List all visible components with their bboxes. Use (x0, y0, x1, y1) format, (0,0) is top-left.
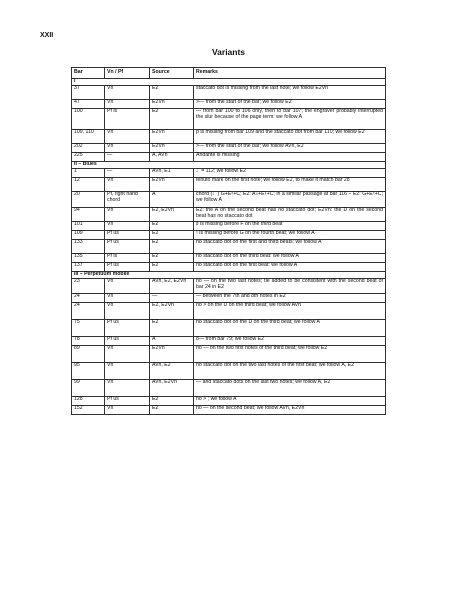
source-cell: E2Vn (150, 100, 194, 109)
part-cell: Vn (105, 86, 150, 100)
section-title: II – Blues (72, 162, 386, 169)
bar-cell: 12 (72, 178, 105, 192)
source-cell: E2 (150, 397, 194, 406)
source-cell: E2 (150, 263, 194, 272)
part-cell: Vn (105, 380, 150, 397)
bar-cell: 75 (72, 320, 105, 337)
source-cell: AVn, E2 (150, 363, 194, 380)
table-row (72, 406, 386, 415)
part-cell: Vn (105, 144, 150, 153)
remarks-cell: — between the 7th and 8th notes in E2 (194, 294, 386, 303)
part-cell: Vn (105, 294, 150, 303)
table-row (72, 363, 386, 380)
part-cell: Vn (105, 279, 150, 294)
source-cell: E2 (150, 254, 194, 263)
page-number: XXII (40, 32, 54, 39)
bar-cell: 24 (72, 303, 105, 320)
header-remarks: Remarks (194, 68, 386, 79)
bar-cell: 37 (72, 86, 105, 100)
part-cell: Pf us (105, 240, 150, 254)
source-cell: E2, E2Vn (150, 208, 194, 222)
bar-cell: 20 (72, 192, 105, 208)
remarks-cell: no staccato dot on the third beat: we follow A (194, 254, 386, 263)
part-cell: Vn (105, 222, 150, 231)
bar-cell: 47 (72, 100, 105, 109)
part-cell: Vn (105, 303, 150, 320)
part-cell: Pf us (105, 231, 150, 240)
table-header-row (72, 68, 386, 79)
bar-cell: 137 (72, 263, 105, 272)
part-cell: Vn (105, 130, 150, 144)
bar-cell: 89 (72, 346, 105, 363)
source-cell: E2 (150, 231, 194, 240)
table-row (72, 346, 386, 363)
bar-cell: 78 (72, 337, 105, 346)
part-cell: Pf us (105, 263, 150, 272)
bar-cell: 135 (72, 254, 105, 263)
table-row (72, 153, 386, 162)
remarks-cell: ♩= 112; we follow E2 (194, 169, 386, 178)
part-cell: Pf ls (105, 254, 150, 263)
remarks-cell: >— from the start of the bar; we follow E2 (194, 100, 386, 109)
part-cell: — (105, 153, 150, 162)
source-cell: E2Vn (150, 130, 194, 144)
remarks-cell: p is missing from bar 109 and the staccato dot from bar 110; we follow E2 (194, 130, 386, 144)
table-row (72, 279, 386, 294)
part-cell: Vn (105, 178, 150, 192)
table-row (72, 303, 386, 320)
bar-cell: 152 (72, 406, 105, 415)
part-cell: Vn (105, 346, 150, 363)
source-cell: A (150, 192, 194, 208)
bar-cell: 202 (72, 144, 105, 153)
remarks-cell: no > ; we follow A (194, 397, 386, 406)
remarks-cell: — and staccato dots on the last two notes; we follow A, E2 (194, 380, 386, 397)
bar-cell: 128 (72, 397, 105, 406)
bar-cell: 133 (72, 240, 105, 254)
remarks-cell: Andante is missing (194, 153, 386, 162)
source-cell: E2Vn (150, 178, 194, 192)
remarks-cell: chord (♩) G+E♮+C; E2: A♭+E♮+C; in a similar passage at bar 116 – E2: G+E♮+C; we follow A (194, 192, 386, 208)
table-row (72, 192, 386, 208)
part-cell: Pf, right hand chord (105, 192, 150, 208)
page-title: Variants (211, 47, 246, 57)
bar-cell: 225 (72, 153, 105, 162)
remarks-cell: ♯ is missing before F on the third beat (194, 222, 386, 231)
part-cell: Pf us (105, 320, 150, 337)
source-cell: E2 (150, 406, 194, 415)
remarks-cell: no staccato dot on the D on the third beat; we follow A (194, 320, 386, 337)
part-cell: Vn (105, 363, 150, 380)
table-row (72, 178, 386, 192)
source-cell: E2 (150, 222, 194, 231)
variants-table (71, 67, 386, 415)
part-cell: Pf ls (105, 109, 150, 130)
source-cell: E2Vn (150, 144, 194, 153)
source-cell: E2 (150, 240, 194, 254)
remarks-cell: ♮ is missing before G on the fourth beat; we follow A (194, 231, 386, 240)
source-cell: E2 (150, 320, 194, 337)
part-cell: — (105, 169, 150, 178)
bar-cell: 100 (72, 109, 105, 130)
table-row (72, 109, 386, 130)
remarks-cell: >— from the start of the bar; we follow AVn, E2 (194, 144, 386, 153)
bar-cell: 94 (72, 208, 105, 222)
bar-cell: 95 (72, 363, 105, 380)
bar-cell: 109 (72, 231, 105, 240)
header-part: Vn / Pf (105, 68, 150, 79)
remarks-cell: no staccato dot on the first beat: we follow A (194, 263, 386, 272)
remarks-cell: 8— from bar 79; we follow E2 (194, 337, 386, 346)
table-row (72, 208, 386, 222)
part-cell: Vn (105, 100, 150, 109)
table-header (72, 68, 386, 79)
section-title: III – Perpetuum mobile (72, 272, 386, 279)
header-bar: Bar (72, 68, 105, 79)
section-title: I (72, 79, 386, 86)
remarks-cell: E2: the A on the second beat has no staccato dot; E2Vn: the D on the second beat has no staccato dot (194, 208, 386, 222)
table-row (72, 320, 386, 337)
source-cell: E2 (150, 86, 194, 100)
source-cell: — (150, 294, 194, 303)
part-cell: Vn (105, 406, 150, 415)
remarks-cell: tenuto mark on the first note; we follow E2, to make it match bar 28 (194, 178, 386, 192)
bar-cell: 99 (72, 380, 105, 397)
bar-cell: 23 (72, 279, 105, 294)
source-cell: AVn, E2, E2Vn (150, 279, 194, 294)
remarks-cell: no staccato dot on the two last notes of the first beat; we follow A, E2 (194, 363, 386, 380)
table-row (72, 130, 386, 144)
source-cell: A, AVn (150, 153, 194, 162)
source-cell: E2, E2Vn (150, 303, 194, 320)
remarks-cell: no > on the D on the third beat; we follow AVn (194, 303, 386, 320)
remarks-cell: staccato dot is missing from the last note; we follow E2Vn (194, 86, 386, 100)
remarks-cell: no — on the second beat; we follow AVn, E2Vn (194, 406, 386, 415)
source-cell: E2 (150, 109, 194, 130)
remarks-cell: no — on the two last notes; tie added to be consistent with the second beat of bar 24 in E2 (194, 279, 386, 294)
part-cell: Pf us (105, 397, 150, 406)
part-cell: Pf us (105, 337, 150, 346)
remarks-cell: — from bar 100 to 106 only, then to bar 107; the engraver probably interrupted the slur because of the page term: we follow A (194, 109, 386, 130)
table-row (72, 240, 386, 254)
remarks-cell: no staccato dot on the first and third beats: we follow A (194, 240, 386, 254)
bar-cell: 109, 110 (72, 130, 105, 144)
bar-cell: 101 (72, 222, 105, 231)
remarks-cell: no — on the two first notes of the third beat; we follow E2 (194, 346, 386, 363)
part-cell: Vn (105, 208, 150, 222)
bar-cell: 24 (72, 294, 105, 303)
header-source: Source (150, 68, 194, 79)
source-cell: A (150, 337, 194, 346)
table-row (72, 86, 386, 100)
source-cell: AVn, E2Vn (150, 380, 194, 397)
table-body (72, 79, 386, 415)
bar-cell: 1 (72, 169, 105, 178)
source-cell: E2Vn (150, 346, 194, 363)
table-row (72, 380, 386, 397)
source-cell: AVn, E1 (150, 169, 194, 178)
